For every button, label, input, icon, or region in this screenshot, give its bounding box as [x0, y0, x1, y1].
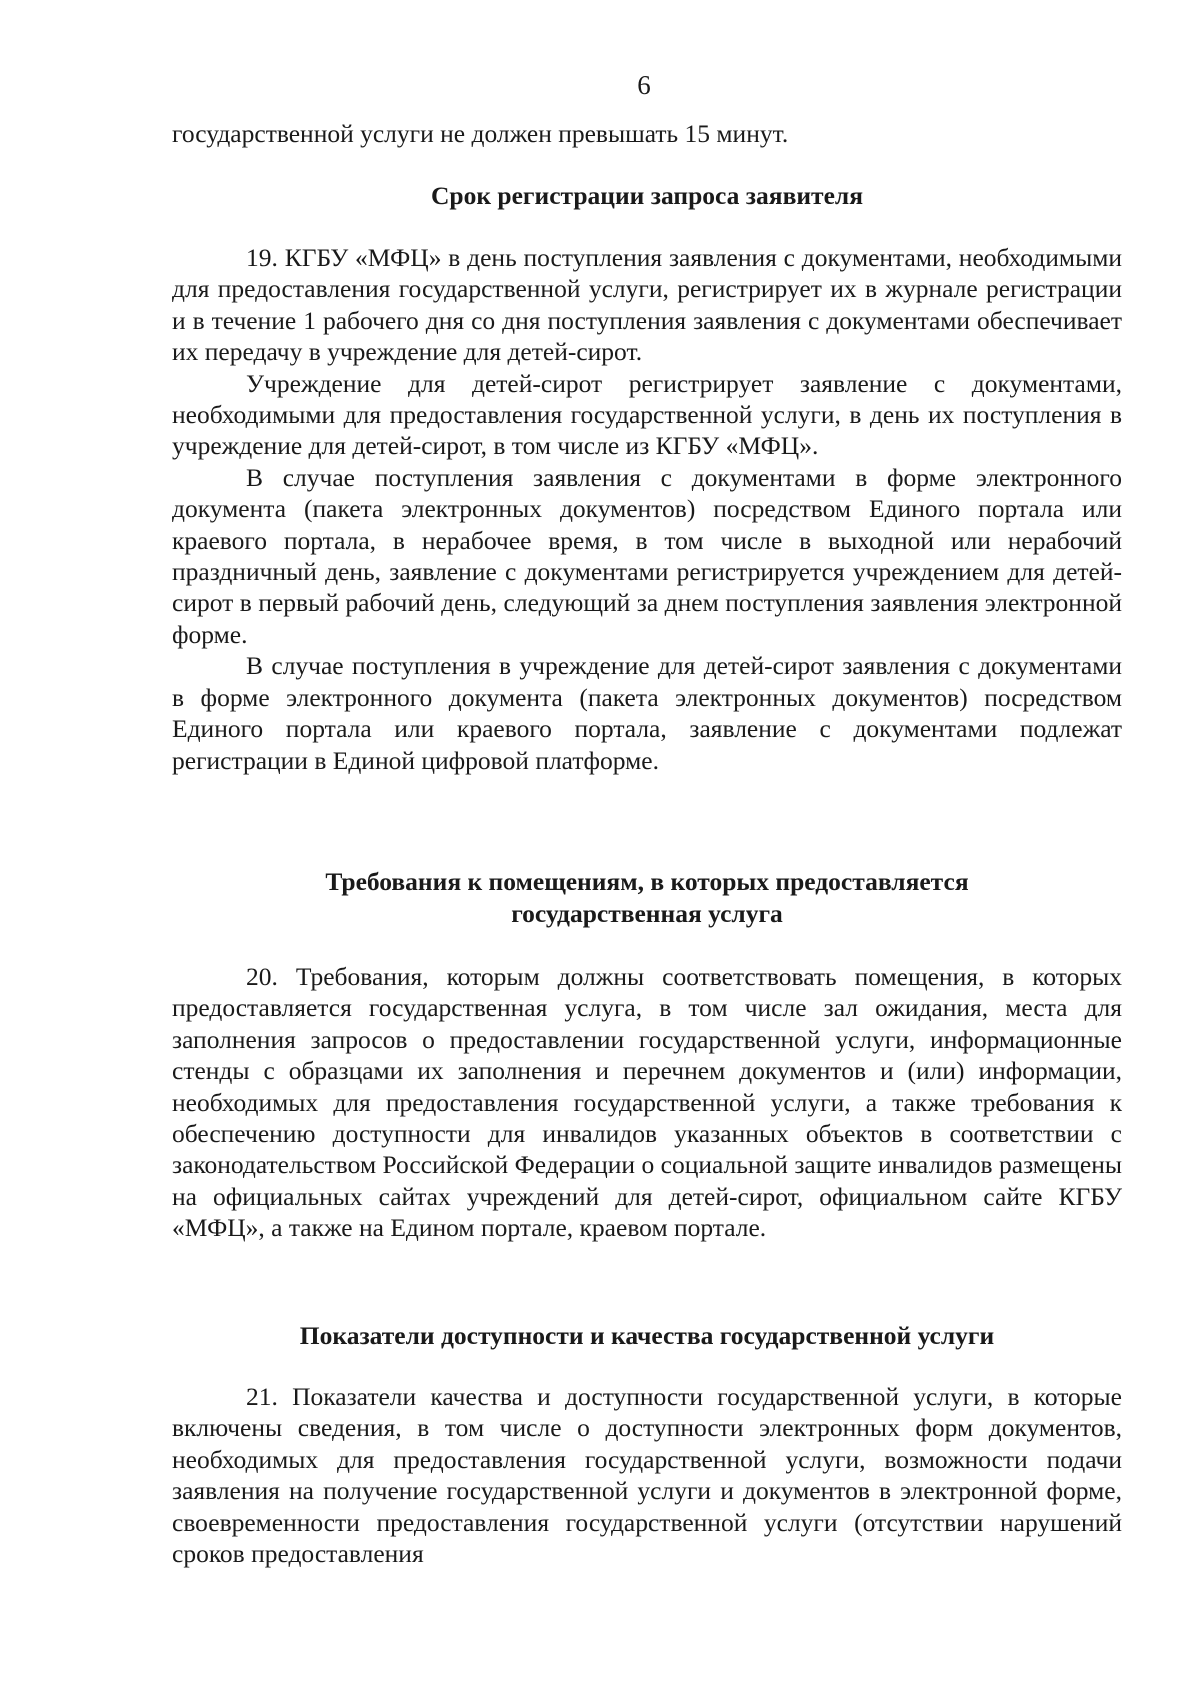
paragraph: Учреждение для детей-сирот регистрирует заявление с документами, необходимыми для предоставления государственной услуги, в день их поступления в учреждение для детей-сирот, в том числе из КГБУ «МФЦ».: [172, 368, 1122, 461]
intro-text: [172, 118, 1122, 149]
heading-premises-line1: Требования к помещениям, в которых предоставляется: [325, 867, 969, 896]
section-registration-body: [172, 242, 1122, 776]
paragraph: 21. Показатели качества и доступности государственной услуги, в которые включены сведения, в том числе о доступности электронных форм документов, необходимых для предоставления государственной услуги, возможности подачи заявления на получение государственной услуги и документов в электронной форме, своевременности предоставления государственной услуги (отсутствии нарушений сроков предоставления: [172, 1382, 1122, 1569]
heading-registration: [172, 180, 1122, 212]
section-quality-body: [172, 1381, 1122, 1569]
paragraph: 19. КГБУ «МФЦ» в день поступления заявления с документами, необходимыми для предоставления государственной услуги, регистрирует их в журнале регистрации и в течение 1 рабочего дня со дня поступления заявления с документами обеспечивает их передачу в учреждение для детей-сирот.: [172, 243, 1122, 367]
paragraph: В случае поступления заявления с документами в форме электронного документа (пакета электронных документов) посредством Единого портала или краевого портала, в нерабочее время, в том числе в выходной или нерабочий праздничный день, заявление с документами регистрируется учреждением для детей-сирот в первый рабочий день, следующий за днем поступления заявления электронной форме.: [172, 462, 1122, 649]
heading-quality: [172, 1320, 1122, 1352]
heading-registration-text: Срок регистрации запроса заявителя: [431, 181, 863, 210]
intro-line: государственной услуги не должен превышать 15 минут.: [172, 119, 789, 148]
heading-premises-line2: государственная услуга: [511, 899, 783, 928]
section-premises-body: [172, 961, 1122, 1244]
paragraph: В случае поступления в учреждение для детей-сирот заявления с документами в форме электронного документа (пакета электронных документов) посредством Единого портала или краевого портала, заявление с документами подлежат регистрации в Единой цифровой платформе.: [172, 651, 1122, 775]
heading-quality-text: Показатели доступности и качества государственной услуги: [299, 1321, 995, 1350]
heading-premises: [172, 866, 1122, 930]
paragraph: 20. Требования, которым должны соответствовать помещения, в которых предоставляется государственная услуга, в том числе зал ожидания, места для заполнения запросов о предоставлении государственной услуги, информационные стенды с образцами их заполнения и перечнем документов и (или) информации, необходимых для предоставления государственной услуги, а также требования к обеспечению доступности для инвалидов указанных объектов в соответствии с законодательством Российской Федерации о социальной защите инвалидов размещены на официальных сайтах учреждений для детей-сирот, официальном сайте КГБУ «МФЦ», а также на Едином портале, краевом портале.: [172, 962, 1122, 1243]
page-number: 6: [637, 70, 651, 100]
